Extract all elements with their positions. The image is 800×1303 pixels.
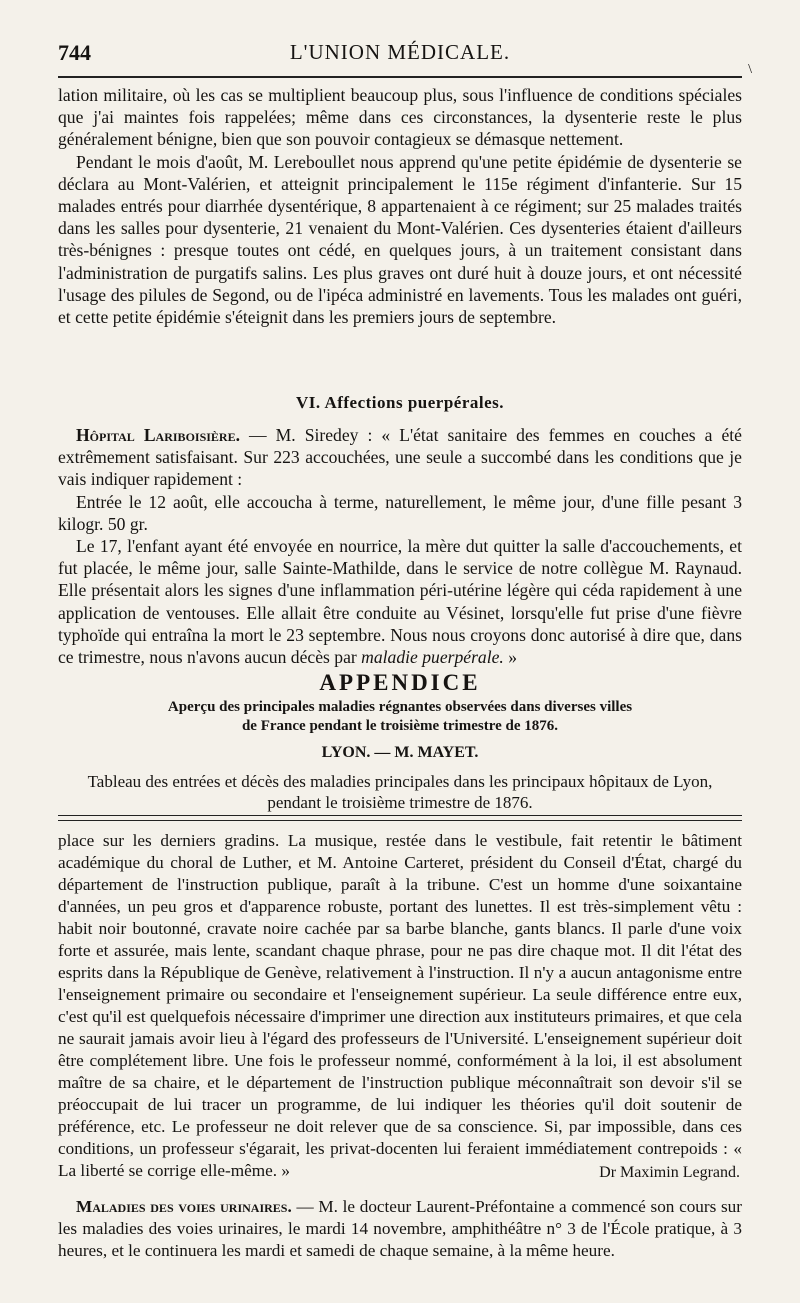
- dysentery-section: [58, 84, 742, 328]
- paragraph-text: Le 17, l'enfant ayant été envoyée en nourrice, la mère dut quitter la salle d'accouchements, et fut placée, le même jour, salle Sainte-Mathilde, dans le service de notre collègue M. Raynaud. Elle présentait alors les signes d'une inflammation péri-utérine légère qui céda rapidement à une application de ventouses. Elle allait être conduite au Vésinet, lorsqu'elle fut prise d'une fièvre typhoïde qui entraîna la mort le 23 septembre. Nous nous croyons donc autorisé à dire que, dans ce trimestre, nous n'avons aucun décès par: [58, 536, 742, 668]
- page-header: [58, 40, 742, 70]
- paragraph: place sur les derniers gradins. La musique, restée dans le vestibule, fait retentir le bâtiment académique du choral de Luther, et M. Antoine Carteret, président du Conseil d'État, chargé du département de l'instruction publique, paraît à la tribune. C'est un homme d'une soixantaine d'années, un peu gros et d'apparence robuste, portant des lunettes. Il est très-simplement vêtu : habit noir boutonné, cravate noire cachée par sa barbe blanche, gants blancs. Il parle d'une voix forte et assurée, mais lente, scandant chaque phrase, pour ne pas dire chaque mot. Il dit l'état des esprits dans la République de Genève, relativement à l'instruction. Il n'y a aucun antagonisme entre l'enseignement primaire ou secondaire et l'enseignement supérieur. La seule différence entre eux, c'est qu'il est quelquefois nécessaire d'imprimer une direction aux instituteurs primaires, et que cela ne saurait jamais avoir lieu à l'égard des professeurs de l'Université. L'enseignement supérieur doit être complétement libre. Une fois le professeur nommé, conformément à la loi, il est absolument maître de sa chaire, et le département de l'instruction publique méconnaîtrait son devoir s'il se préoccupait de lui tracer un programme, de lui indiquer les théories qu'il doit soutenir de préférence, etc. Le professeur ne doit relever que de sa conscience. Si, par impossible, dans ces conditions, un professeur s'égarait, les privat-docenten lui feraient immédiatement contrepoids : « La liberté se corrige elle-même. »: [58, 831, 742, 1180]
- closing-quote: »: [503, 647, 518, 668]
- caption-line: Tableau des entrées et décès des maladies principales dans les principaux hôpitaux de Lyon,: [87, 772, 713, 791]
- paragraph-text: — M. Siredey : « L'état sanitaire des femmes en couches a été extrêmement satisfaisant. Sur 223 accouchées, une seule a succombé dans les conditions que je vais indiquer rapidement :: [58, 425, 742, 490]
- paragraph: Pendant le mois d'août, M. Lereboullet nous apprend qu'une petite épidémie de dysenterie se déclara au Mont-Valérien, et atteignit principalement le 115e régiment d'infanterie. Sur 15 malades entrés pour diarrhée dysentérique, 8 appartenaient à ce régiment; sur 25 malades traités dans les salles pour dysenterie, 21 venaient du Mont-Valérien. Ces dysenteries étaient d'ailleurs très-bénignes : presque toutes ont cédé, en quelques jours, à un traitement consistant dans l'administration de purgatifs salins. Les plus graves ont duré huit à douze jours, et ont nécessité l'usage des pilules de Segond, ou de l'ipéca administré en lavements. Tous les malades ont guéri, et cette petite épidémie s'éteignit dans les premiers jours de septembre.: [58, 151, 742, 328]
- subtitle-line: Aperçu des principales maladies régnantes observées dans diverses villes: [167, 699, 633, 715]
- paragraph: Entrée le 12 août, elle accoucha à terme, naturellement, le même jour, d'une fille pesant 3 kilogr. 50 gr.: [58, 491, 742, 534]
- author-signature: Dr Maximin Legrand.: [599, 1164, 740, 1181]
- feuilleton-rule: [58, 820, 742, 821]
- table-caption: [58, 771, 742, 813]
- city-heading: LYON. — M. MAYET.: [321, 744, 479, 761]
- paragraph: [58, 424, 742, 491]
- feuilleton-text: [58, 830, 742, 1182]
- caption-line: pendant le troisième trimestre de 1876.: [267, 793, 533, 812]
- subtitle-line: de France pendant le troisième trimestre de 1876.: [241, 718, 559, 734]
- hospital-name: Hôpital Lariboisière.: [76, 425, 240, 445]
- course-notice: [58, 1196, 742, 1262]
- paragraph: [58, 535, 742, 668]
- paragraph: lation militaire, où les cas se multiplient beaucoup plus, sous l'influence de conditions spéciales que j'ai maintes fois rappelées; même dans ces circonstances, la dysenterie reste le plus généralement bénigne, bien que son pouvoir contagieux se démasque nettement.: [58, 85, 742, 150]
- paragraph: [58, 1196, 742, 1262]
- feuilleton-rule: [58, 815, 742, 816]
- appendix-title: APPENDICE: [319, 670, 481, 695]
- notice-text: — M. le docteur Laurent-Préfontaine a commencé son cours sur les maladies des voies urinaires, le mardi 14 novembre, amphithéâtre n° 3 de l'École pratique, à 3 heures, et le continuera les mardi et samedi de chaque semaine, à la même heure.: [58, 1197, 743, 1260]
- appendix-subtitle: [58, 698, 742, 736]
- running-title: L'UNION MÉDICALE.: [289, 40, 511, 64]
- page-number: 744: [58, 40, 91, 65]
- notice-label: Maladies des voies urinaires.: [76, 1197, 292, 1216]
- header-rule: [58, 76, 742, 78]
- italic-term: maladie puerpérale.: [361, 647, 504, 668]
- section-heading: VI. Affections puerpérales.: [295, 393, 505, 412]
- margin-mark: \: [748, 62, 752, 77]
- puerperal-section: [58, 424, 742, 668]
